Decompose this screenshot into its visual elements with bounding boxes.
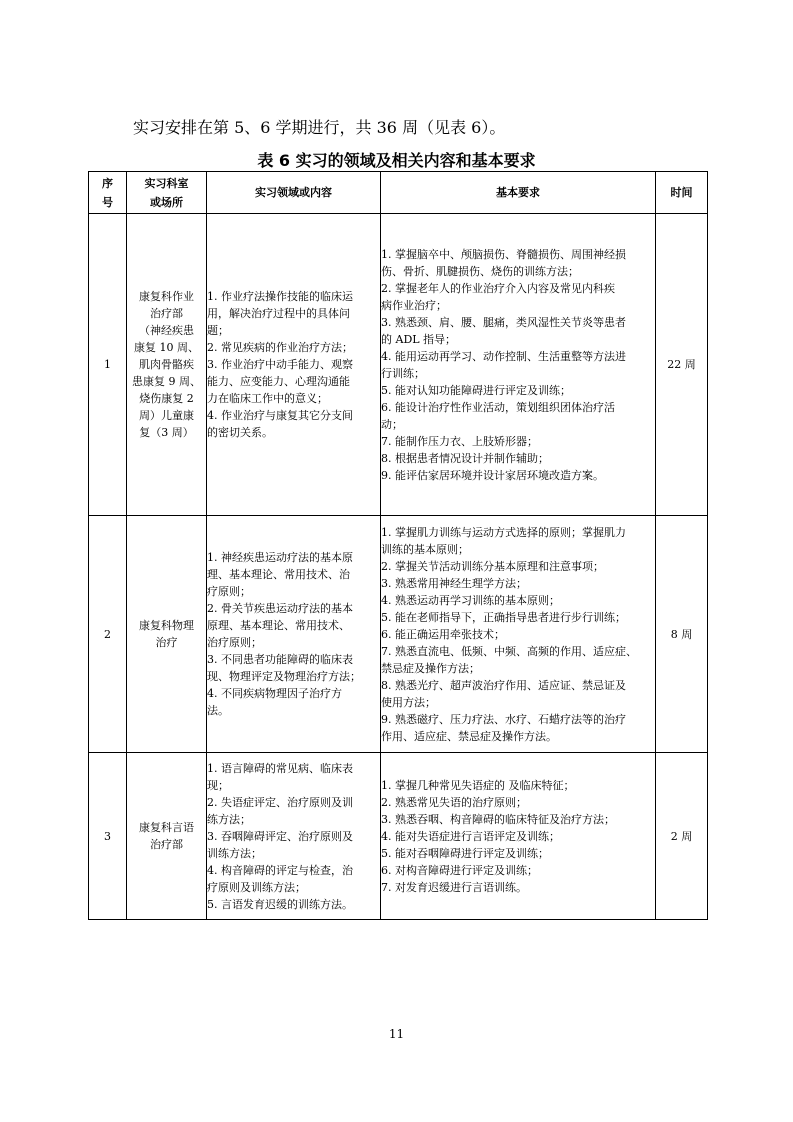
row-place-cell: 康复科言语 治疗部	[127, 753, 207, 920]
row-place-cell: 康复科作业 治疗部 （神经疾患 康复 10 周、 肌肉骨骼疾 患康复 9 周、 烧伤康复 2 周）儿童康 复（3 周）	[127, 214, 207, 516]
header-place: 实习科室 或场所	[127, 172, 207, 214]
row-seq-cell: 1	[89, 214, 127, 516]
table-row	[89, 516, 708, 753]
row-requirements-cell: 1. 掌握肌力训练与运动方式选择的原则；掌握肌力 训练的基本原则； 2. 掌握关节活动训练分基本原理和注意事项； 3. 熟悉常用神经生理学方法； 4. 熟悉运动再学习训练的基本原则； 5. 能在老师指导下，正确指导患者进行步行训练； 6. 能正确运用牵张技术； 7. 熟悉直流电、低频、中频、高频的作用、适应症、 禁忌症及操作方法； 8. 熟悉光疗、超声波治疗作用、适应证、禁忌证及 使用方法； 9. 熟悉磁疗、压力疗法、水疗、石蜡疗法等的治疗 作用、适应症、禁忌症及操作方法。	[381, 516, 656, 753]
row-content-cell: 1. 作业疗法操作技能的临床运 用，解决治疗过程中的具体问 题； 2. 常见疾病的作业治疗方法； 3. 作业治疗中动手能力、观察 能力、应变能力、心理沟通能 力在临床工作中的意义； 4. 作业治疗与康复其它分支间 的密切关系。	[207, 214, 381, 516]
header-requirements: 基本要求	[381, 172, 656, 214]
row-seq-cell: 3	[89, 753, 127, 920]
intro-paragraph: 实习安排在第 5、6 学期进行，共 36 周（见表 6）。	[133, 118, 506, 137]
table-title: 表 6 实习的领域及相关内容和基本要求	[257, 151, 536, 170]
row-place-cell: 康复科物理 治疗	[127, 516, 207, 753]
header-seq: 序 号	[89, 172, 127, 214]
table-row	[89, 214, 708, 516]
row-time-cell: 8 周	[656, 516, 708, 753]
row-seq-cell: 2	[89, 516, 127, 753]
row-time-cell: 2 周	[656, 753, 708, 920]
row-content-cell: 1. 神经疾患运动疗法的基本原 理、基本理论、常用技术、治 疗原则； 2. 骨关节疾患运动疗法的基本 原理、基本理论、常用技术、 治疗原则； 3. 不同患者功能障碍的临床表 现、物理评定及物理治疗方法； 4. 不同疾病物理因子治疗方 法。	[207, 516, 381, 753]
row-requirements-cell: 1. 掌握几种常见失语症的 及临床特征； 2. 熟悉常见失语的治疗原则； 3. 熟悉吞咽、构音障碍的临床特征及治疗方法； 4. 能对失语症进行言语评定及训练； 5. 能对吞咽障碍进行评定及训练； 6. 对构音障碍进行评定及训练； 7. 对发育迟缓进行言语训练。	[381, 753, 656, 920]
internship-table	[88, 171, 708, 920]
row-content-cell: 1. 语言障碍的常见病、临床表 现； 2. 失语症评定、治疗原则及训 练方法； 3. 吞咽障碍评定、治疗原则及 训练方法； 4. 构音障碍的评定与检查，治 疗原则及训练方法； 5. 言语发育迟缓的训练方法。	[207, 753, 381, 920]
row-time-cell: 22 周	[656, 214, 708, 516]
row-requirements-cell: 1. 掌握脑卒中、颅脑损伤、脊髓损伤、周围神经损 伤、骨折、肌腱损伤、烧伤的训练方法； 2. 掌握老年人的作业治疗介入内容及常见内科疾 病作业治疗； 3. 熟悉颈、肩、腰、腿痛，类风湿性关节炎等患者 的 ADL 指导； 4. 能用运动再学习、动作控制、生活重整等方法进 行训练； 5. 能对认知功能障碍进行评定及训练； 6. 能设计治疗性作业活动，策划组织团体治疗活 动； 7. 能制作压力衣、上肢矫形器； 8. 根据患者情况设计并制作辅助； 9. 能评估家居环境并设计家居环境改造方案。	[381, 214, 656, 516]
header-content: 实习领域或内容	[207, 172, 381, 214]
page-number: 11	[388, 1027, 405, 1041]
header-row	[89, 172, 708, 214]
table-row	[89, 753, 708, 920]
header-time: 时间	[656, 172, 708, 214]
